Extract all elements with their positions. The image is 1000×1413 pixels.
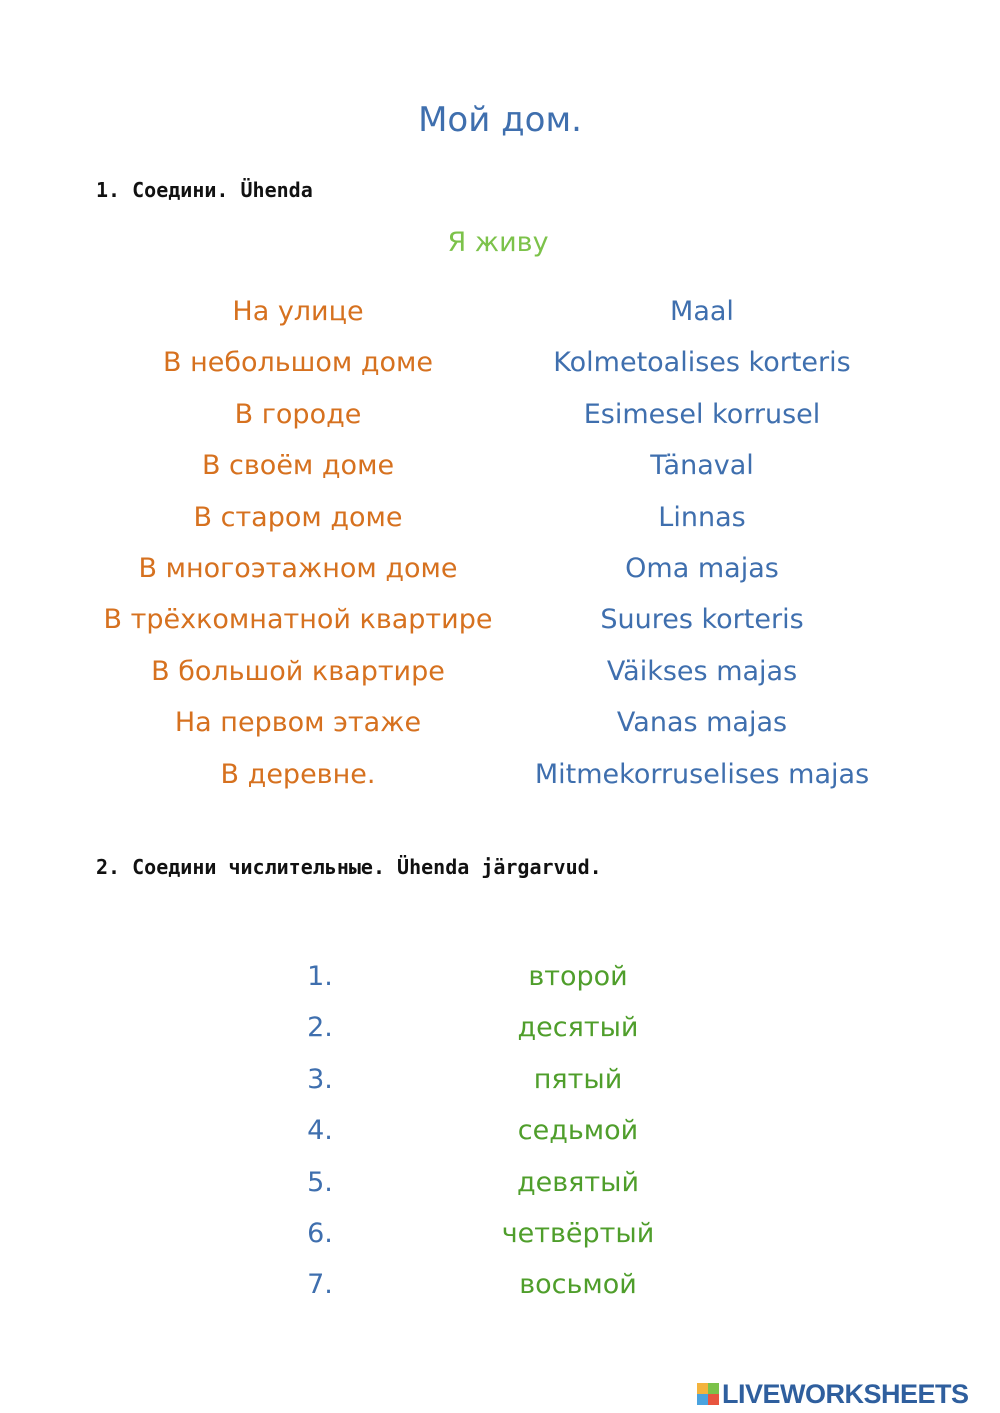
- estonian-phrase[interactable]: Maal: [670, 296, 734, 327]
- russian-phrase[interactable]: На первом этаже: [174, 707, 422, 739]
- estonian-phrase[interactable]: Oma majas: [625, 552, 779, 584]
- russian-phrase[interactable]: В старом доме: [193, 501, 403, 533]
- number-item[interactable]: 5.: [307, 1166, 333, 1198]
- estonian-phrase[interactable]: Linnas: [658, 501, 746, 533]
- russian-phrase[interactable]: На улице: [232, 296, 364, 327]
- russian-phrases-list: [80, 290, 516, 804]
- ordinal-item[interactable]: восьмой: [519, 1269, 637, 1301]
- number-item[interactable]: 6.: [307, 1217, 333, 1249]
- estonian-phrase[interactable]: Väikses majas: [606, 655, 798, 687]
- brand-name: LIVEWORKSHEETS: [722, 1378, 969, 1409]
- ordinals-list: [456, 955, 700, 1315]
- estonian-phrase[interactable]: Esimesel korrusel: [583, 398, 821, 430]
- estonian-phrase[interactable]: Tänaval: [650, 450, 754, 482]
- section1-subtitle: Я живу: [447, 227, 549, 258]
- estonian-phrase[interactable]: Kolmetoalises korteris: [553, 347, 851, 379]
- section2-heading: 2. Соедини числительные. Ühenda järgarvud.: [96, 855, 602, 879]
- number-item[interactable]: 4.: [307, 1115, 333, 1147]
- number-item[interactable]: 7.: [307, 1269, 333, 1301]
- section1-heading: 1. Соедини. Ühenda: [96, 178, 313, 202]
- russian-phrase[interactable]: В небольшом доме: [162, 347, 434, 379]
- ordinal-item[interactable]: четвёртый: [501, 1217, 655, 1249]
- estonian-phrases-list: [500, 290, 904, 804]
- ordinal-item[interactable]: пятый: [533, 1063, 623, 1095]
- number-item[interactable]: 1.: [307, 961, 333, 992]
- numbers-list: [280, 955, 360, 1315]
- page-title: Мой дом.: [418, 100, 582, 140]
- russian-phrase[interactable]: В большой квартире: [151, 655, 445, 687]
- russian-phrase[interactable]: В многоэтажном доме: [138, 552, 458, 584]
- russian-phrase[interactable]: В городе: [234, 398, 362, 430]
- estonian-phrase[interactable]: Mitmekorruselises majas: [534, 758, 870, 790]
- ordinal-item[interactable]: девятый: [516, 1166, 640, 1198]
- ordinal-item[interactable]: десятый: [517, 1012, 639, 1044]
- ordinal-item[interactable]: второй: [528, 961, 628, 992]
- ordinal-item[interactable]: седьмой: [517, 1115, 639, 1147]
- liveworksheets-brand[interactable]: [697, 1378, 969, 1410]
- estonian-phrase[interactable]: Suures korteris: [600, 604, 804, 636]
- russian-phrase[interactable]: В своём доме: [201, 450, 395, 482]
- russian-phrase[interactable]: В деревне.: [220, 758, 376, 790]
- number-item[interactable]: 2.: [307, 1012, 333, 1044]
- liveworksheets-logo-icon: [697, 1383, 719, 1405]
- russian-phrase[interactable]: В трёхкомнатной квартире: [103, 604, 493, 636]
- number-item[interactable]: 3.: [307, 1063, 333, 1095]
- estonian-phrase[interactable]: Vanas majas: [616, 707, 788, 739]
